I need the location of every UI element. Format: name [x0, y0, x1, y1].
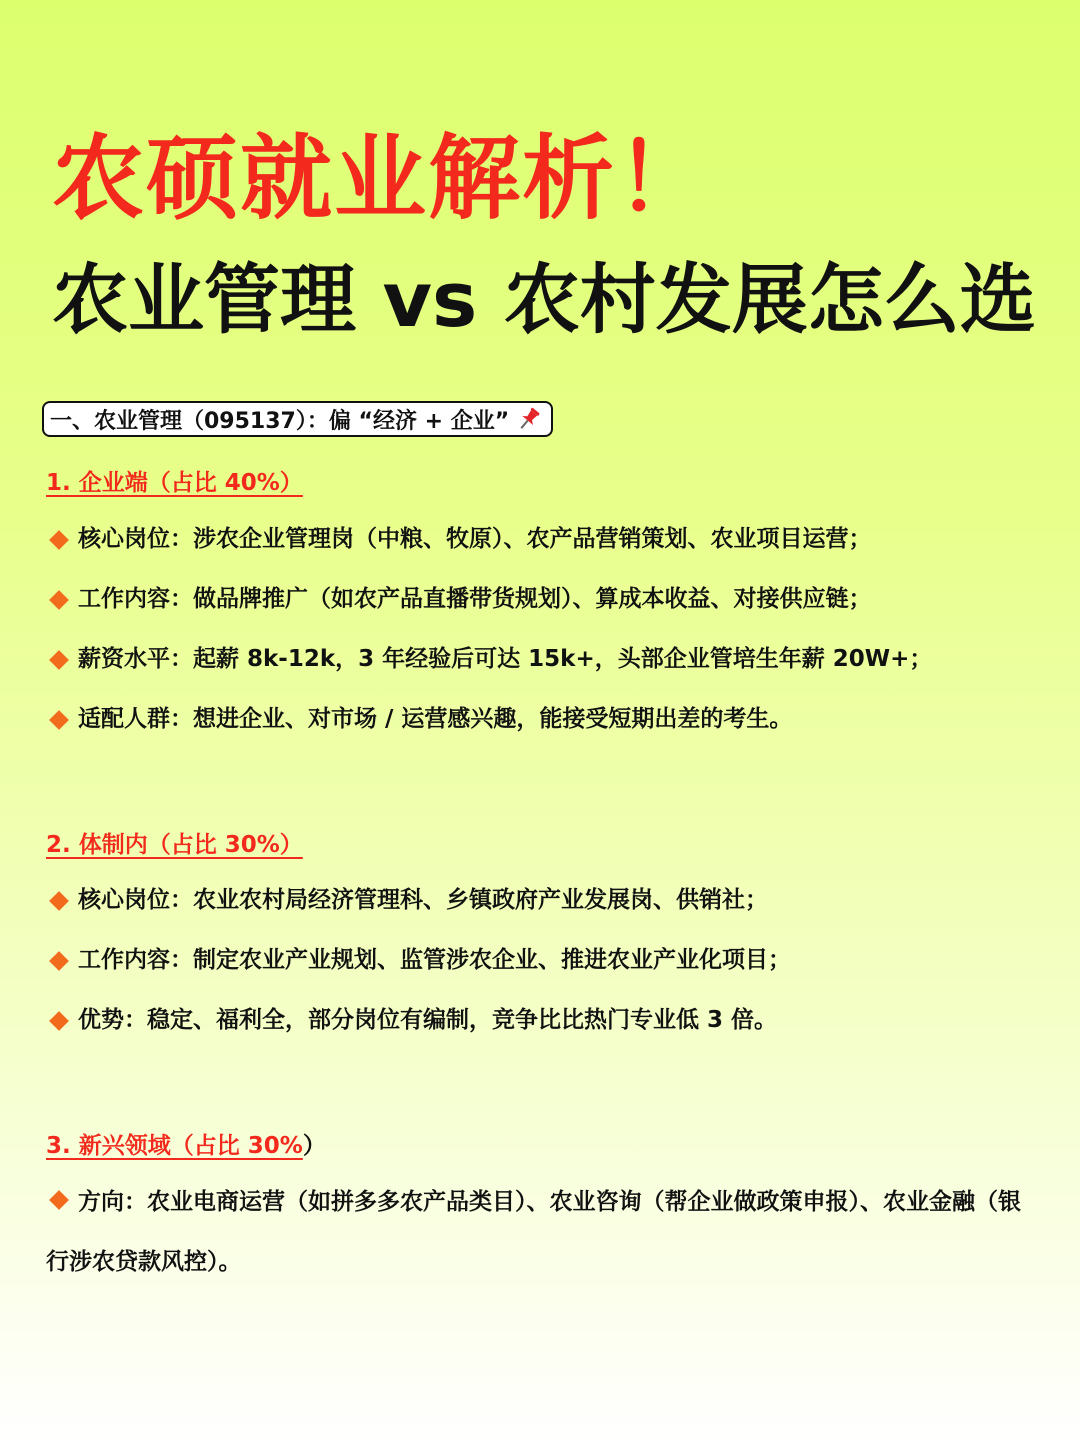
section-heading — [42, 401, 553, 437]
diamond-bullet-icon — [49, 951, 69, 971]
page-title: 农硕就业解析！ — [52, 125, 711, 232]
diamond-bullet-icon — [49, 590, 69, 610]
list-item: 优势：稳定、福利全，部分岗位有编制，竞争比比热门专业低 3 倍。 — [46, 1009, 777, 1032]
list-item: 方向：农业电商运营（如拼多多农产品类目）、农业咨询（帮企业做政策申报）、农业金融（银行涉农贷款风控）。 — [46, 1189, 1021, 1275]
group-label-government: 2. 体制内（占比 30%） — [46, 832, 303, 858]
list-item: 薪资水平：起薪 8k-12k，3 年经验后可达 15k+，头部企业管培生年薪 20W+； — [46, 648, 932, 671]
pushpin-icon — [515, 405, 543, 433]
group-label-emerging: 3. 新兴领域（占比 30%） — [46, 1133, 326, 1159]
diamond-bullet-icon — [49, 530, 69, 550]
list-item: 适配人群：想进企业、对市场 / 运营感兴趣，能接受短期出差的考生。 — [46, 708, 792, 731]
diamond-bullet-icon — [49, 650, 69, 670]
list-item: 核心岗位：涉农企业管理岗（中粮、牧原）、农产品营销策划、农业项目运营； — [46, 528, 872, 551]
page-subtitle: 农业管理 vs 农村发展怎么选 — [52, 255, 1036, 344]
group-label-enterprise: 1. 企业端（占比 40%） — [46, 470, 303, 496]
diamond-bullet-icon — [49, 891, 69, 911]
diamond-bullet-icon — [49, 710, 69, 730]
list-item: 工作内容：做品牌推广（如农产品直播带货规划）、算成本收益、对接供应链； — [46, 588, 872, 611]
diamond-bullet-icon — [49, 1190, 69, 1210]
section-heading-text: 一、农业管理（095137）：偏 “经济 + 企业” — [50, 408, 510, 434]
list-item: 核心岗位：农业农村局经济管理科、乡镇政府产业发展岗、供销社； — [46, 889, 768, 912]
list-item: 工作内容：制定农业产业规划、监管涉农企业、推进农业产业化项目； — [46, 949, 791, 972]
diamond-bullet-icon — [49, 1011, 69, 1031]
